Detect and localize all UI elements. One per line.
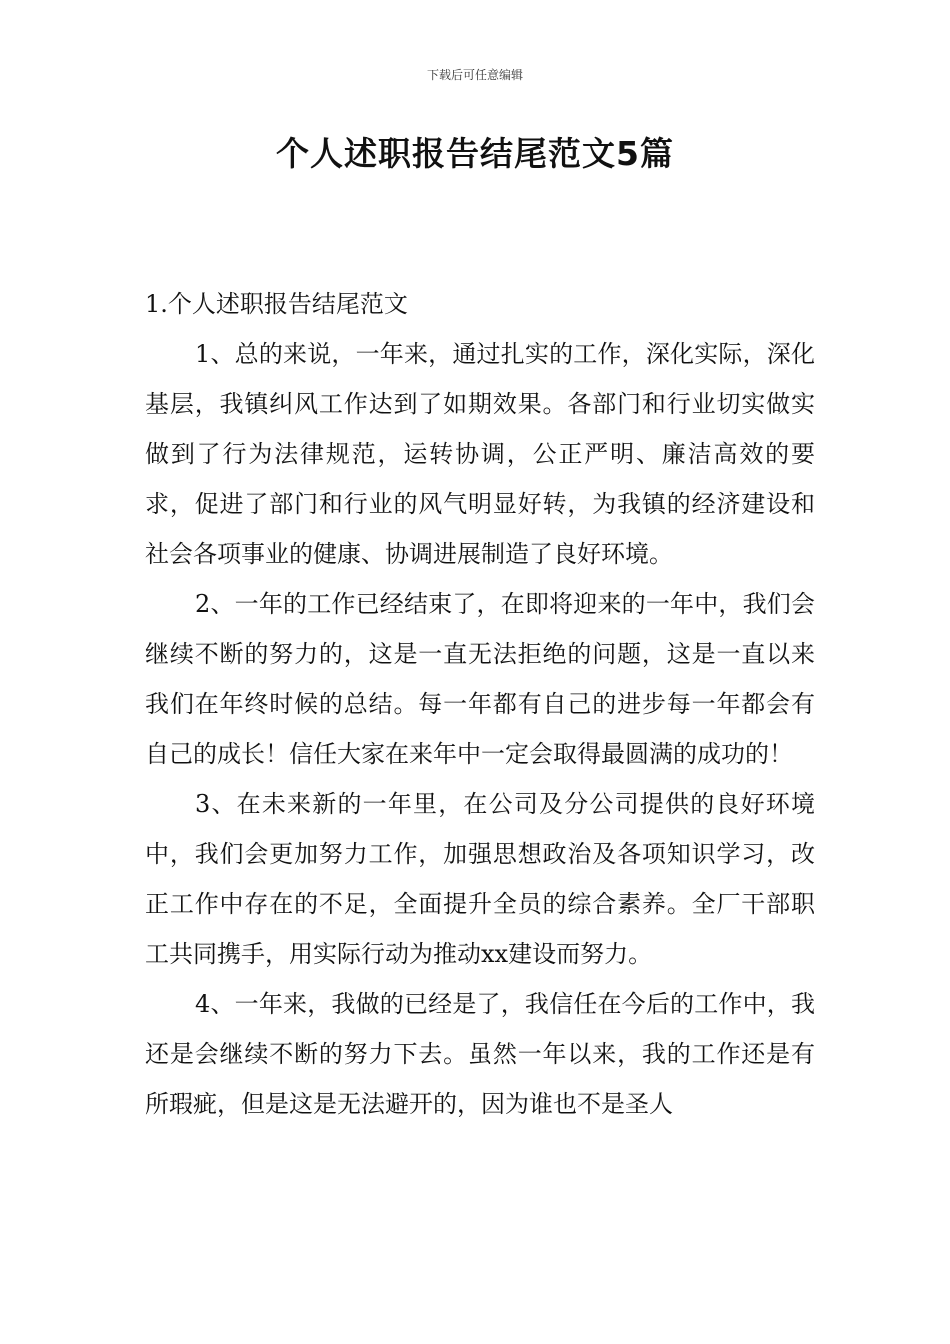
paragraph-3: 3、在未来新的一年里，在公司及分公司提供的良好环境中，我们会更加努力工作，加强思想政治及各项知识学习，改正工作中存在的不足，全面提升全员的综合素养。全厂干部职工共同携手，用实际行动为推动xx建设而努力。 — [145, 790, 815, 968]
header-note: 下载后可任意编辑 — [426, 68, 523, 82]
paragraph-1: 1、总的来说，一年来，通过扎实的工作，深化实际，深化基层，我镇纠风工作达到了如期效果。各部门和行业切实做实做到了行为法律规范，运转协调，公正严明、廉洁高效的要求，促进了部门和行业的风气明显好转，为我镇的经济建设和社会各项事业的健康、协调进展制造了良好环境。 — [145, 340, 815, 568]
document-body — [145, 279, 815, 1129]
paragraph-4: 4、一年来，我做的已经是了，我信任在今后的工作中，我还是会继续不断的努力下去。虽然一年以来，我的工作还是有所瑕疵，但是这是无法避开的，因为谁也不是圣人 — [145, 990, 815, 1118]
paragraph-2: 2、一年的工作已经结束了，在即将迎来的一年中，我们会继续不断的努力的，这是一直无法拒绝的问题，这是一直以来我们在年终时候的总结。每一年都有自己的进步每一年都会有自己的成长！信任大家在来年中一定会取得最圆满的成功的！ — [145, 590, 815, 768]
section-heading: 1.个人述职报告结尾范文 — [145, 290, 408, 318]
page-title: 个人述职报告结尾范文5篇 — [276, 134, 674, 173]
